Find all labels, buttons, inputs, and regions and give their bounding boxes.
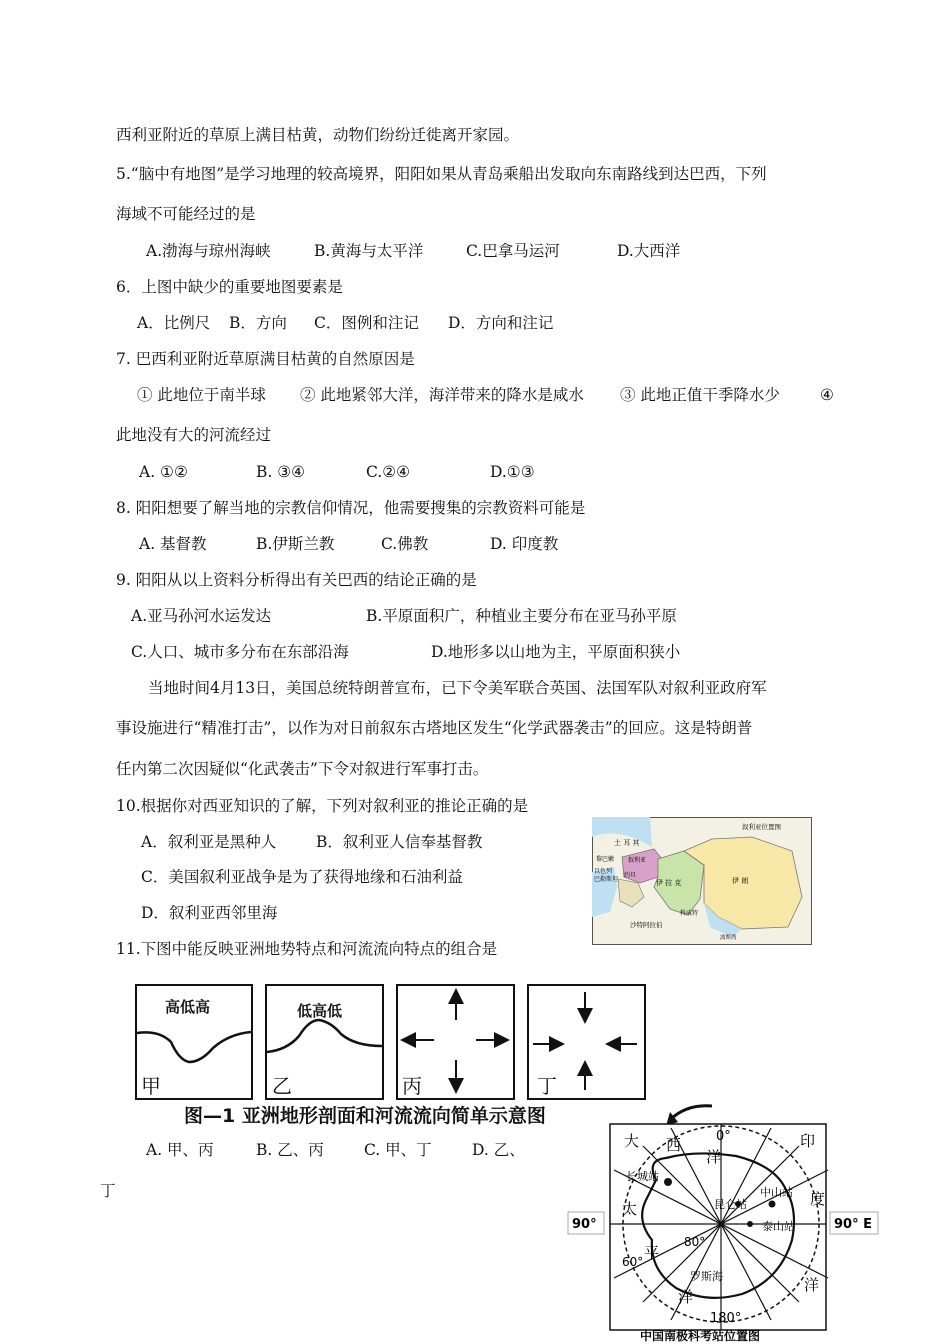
label-taishan-station: 泰山站 bbox=[762, 1220, 795, 1233]
label-iraq: 伊 拉 克 bbox=[656, 879, 682, 887]
q10-option-c[interactable]: C．美国叙利亚战争是为了获得地缘和石油利益 bbox=[141, 868, 463, 886]
label-zhongshan-station: 中山站 bbox=[760, 1186, 793, 1199]
q8-stem: 8. 阳阳想要了解当地的宗教信仰情况，他需要搜集的宗教资料可能是 bbox=[116, 499, 586, 517]
q10-stem: 10.根据你对西亚知识的了解，下列对叙利亚的推论正确的是 bbox=[116, 797, 529, 815]
q8-option-c[interactable]: C.佛教 bbox=[381, 535, 429, 553]
passage-line1: 当地时间4月13日，美国总统特朗普宣布，已下令美军联合英国、法国军队对叙利亚政府军 bbox=[148, 679, 767, 697]
label-60-degree: 60° bbox=[622, 1255, 644, 1269]
passage-line2: 事设施进行“精准打击”，以作为对日前叙东古塔地区发生“化学武器袭击”的回应。这是特朗普 bbox=[116, 719, 753, 737]
ocean-char-da: 大 bbox=[624, 1132, 640, 1150]
ocean-char-xi: 西 bbox=[666, 1136, 682, 1154]
q9-option-a[interactable]: A.亚马孙河水运发达 bbox=[131, 607, 272, 625]
zhongshan-station-marker bbox=[769, 1201, 776, 1208]
label-persian-gulf: 波斯湾 bbox=[720, 935, 737, 941]
taishan-station-marker bbox=[747, 1221, 753, 1227]
q10-option-a[interactable]: A．叙利亚是黑种人 bbox=[141, 833, 277, 851]
label-0-degree: 0° bbox=[716, 1129, 731, 1144]
q7-statement-1: ① 此地位于南半球 bbox=[137, 386, 266, 404]
label-iran: 伊 朗 bbox=[732, 877, 749, 885]
q7-option-c[interactable]: C.②④ bbox=[366, 463, 411, 481]
label-kuwait: 科威特 bbox=[680, 910, 699, 917]
label-jordan: 约旦 bbox=[624, 872, 637, 879]
q9-stem: 9. 阳阳从以上资料分析得出有关巴西的结论正确的是 bbox=[116, 571, 477, 589]
label-saudi-arabia: 沙特阿拉伯 bbox=[630, 921, 663, 929]
passage-line3: 任内第二次因疑似“化武袭击”下令对叙进行军事打击。 bbox=[116, 760, 489, 778]
q6-option-c[interactable]: C．图例和注记 bbox=[314, 314, 419, 332]
intro-tail: 西利亚附近的草原上满目枯黄，动物们纷纷迁徙离开家园。 bbox=[116, 126, 520, 144]
label-syria: 叙利亚 bbox=[628, 857, 647, 864]
q10-option-b[interactable]: B．叙利亚人信奉基督教 bbox=[316, 833, 483, 851]
q7-statement-3: ③ 此地正值干季降水少 bbox=[620, 386, 780, 404]
q10-option-d[interactable]: D．叙利亚西邻里海 bbox=[141, 904, 278, 922]
q7-option-d[interactable]: D.①③ bbox=[490, 463, 535, 481]
ocean-char-tai: 太 bbox=[622, 1200, 638, 1218]
ocean-char-yang-right: 洋 bbox=[804, 1276, 820, 1294]
q7-statement-4: ④ bbox=[820, 386, 834, 404]
label-turkey: 土 耳 其 bbox=[614, 839, 640, 847]
syria-map-title: 叙利亚位置图 bbox=[742, 823, 781, 831]
q11-option-c[interactable]: C. 甲、丁 bbox=[364, 1141, 432, 1159]
q11-stem: 11.下图中能反映亚洲地势特点和河流流向特点的组合是 bbox=[116, 940, 498, 958]
q8-option-a[interactable]: A. 基督教 bbox=[139, 535, 207, 553]
q11-option-d-cont: 丁 bbox=[100, 1182, 116, 1200]
syria-location-map bbox=[592, 817, 812, 945]
label-180-degree: 180° bbox=[710, 1311, 742, 1326]
label-ross-sea: 罗斯海 bbox=[690, 1270, 723, 1283]
changcheng-station-marker bbox=[664, 1178, 672, 1186]
label-kunlun-station: 昆仑站 bbox=[714, 1198, 747, 1211]
ocean-char-du: 度 bbox=[810, 1190, 826, 1208]
antarctica-station-map bbox=[566, 1100, 880, 1344]
q9-option-b[interactable]: B.平原面积广，种植业主要分布在亚马孙平原 bbox=[366, 607, 677, 625]
flow-box-bing bbox=[396, 984, 515, 1100]
profile-box-yi bbox=[265, 984, 384, 1100]
q5-option-b[interactable]: B.黄海与太平洋 bbox=[314, 242, 424, 260]
ocean-char-yang: 洋 bbox=[706, 1148, 722, 1166]
q6-stem: 6．上图中缺少的重要地图要素是 bbox=[116, 278, 343, 296]
box-ding-label: 丁 bbox=[537, 1074, 557, 1098]
q6-option-d[interactable]: D．方向和注记 bbox=[448, 314, 554, 332]
q7-option-b[interactable]: B. ③④ bbox=[256, 463, 306, 481]
profile-box-jia bbox=[135, 984, 253, 1100]
q7-stem: 7. 巴西利亚附近草原满目枯黄的自然原因是 bbox=[116, 350, 415, 368]
q6-option-a[interactable]: A．比例尺 bbox=[137, 314, 211, 332]
box-yi-top-text: 低高低 bbox=[297, 1002, 343, 1020]
q11-option-b[interactable]: B. 乙、丙 bbox=[256, 1141, 324, 1159]
q7-statement-2: ② 此地紧邻大洋，海洋带来的降水是咸水 bbox=[300, 386, 584, 404]
q5-stem-line1: 5.“脑中有地图”是学习地理的较高境界，阳阳如果从青岛乘船出发取向东南路线到达巴西，下列 bbox=[116, 165, 767, 183]
flow-box-ding bbox=[527, 984, 646, 1100]
box-jia-top-text: 高低高 bbox=[165, 998, 211, 1016]
antarctica-map-caption: 中国南极科考站位置图 bbox=[640, 1329, 761, 1343]
q5-option-a[interactable]: A.渤海与琼州海峡 bbox=[146, 242, 271, 260]
label-changcheng-station: 长城站 bbox=[626, 1170, 659, 1183]
figure-1-caption: 图—1 亚洲地形剖面和河流流向简单示意图 bbox=[184, 1105, 546, 1127]
ocean-char-yang-bottom: 洋 bbox=[678, 1288, 694, 1306]
label-80-degree: 80° bbox=[684, 1235, 706, 1249]
q6-option-b[interactable]: B．方向 bbox=[229, 314, 287, 332]
label-lebanon: 黎巴嫩 bbox=[596, 856, 615, 863]
q7-option-a[interactable]: A. ①② bbox=[139, 463, 188, 481]
q11-option-d[interactable]: D. 乙、 bbox=[472, 1141, 525, 1159]
label-90e: 90° E bbox=[834, 1217, 872, 1232]
rotation-arrow bbox=[670, 1106, 712, 1120]
q9-option-d[interactable]: D.地形多以山地为主，平原面积狭小 bbox=[431, 643, 681, 661]
ocean-char-yin: 印 bbox=[800, 1132, 816, 1150]
q5-option-d[interactable]: D.大西洋 bbox=[617, 242, 681, 260]
q9-option-c[interactable]: C.人口、城市多分布在东部沿海 bbox=[131, 643, 349, 661]
q5-stem-line2: 海域不可能经过的是 bbox=[116, 205, 256, 223]
label-90w: 90° bbox=[572, 1217, 597, 1232]
label-israel: 以色列 bbox=[594, 868, 613, 875]
box-yi-label: 乙 bbox=[272, 1074, 292, 1098]
box-jia-label: 甲 bbox=[141, 1074, 161, 1098]
label-palestine: 巴勒斯坦 bbox=[594, 876, 619, 883]
q5-option-c[interactable]: C.巴拿马运河 bbox=[466, 242, 560, 260]
q11-option-a[interactable]: A. 甲、丙 bbox=[146, 1141, 214, 1159]
ocean-char-ping: 平 bbox=[644, 1244, 660, 1262]
q8-option-d[interactable]: D. 印度教 bbox=[490, 535, 559, 553]
box-bing-label: 丙 bbox=[402, 1074, 422, 1098]
q8-option-b[interactable]: B.伊斯兰教 bbox=[256, 535, 335, 553]
q7-statement-4-cont: 此地没有大的河流经过 bbox=[116, 426, 272, 444]
